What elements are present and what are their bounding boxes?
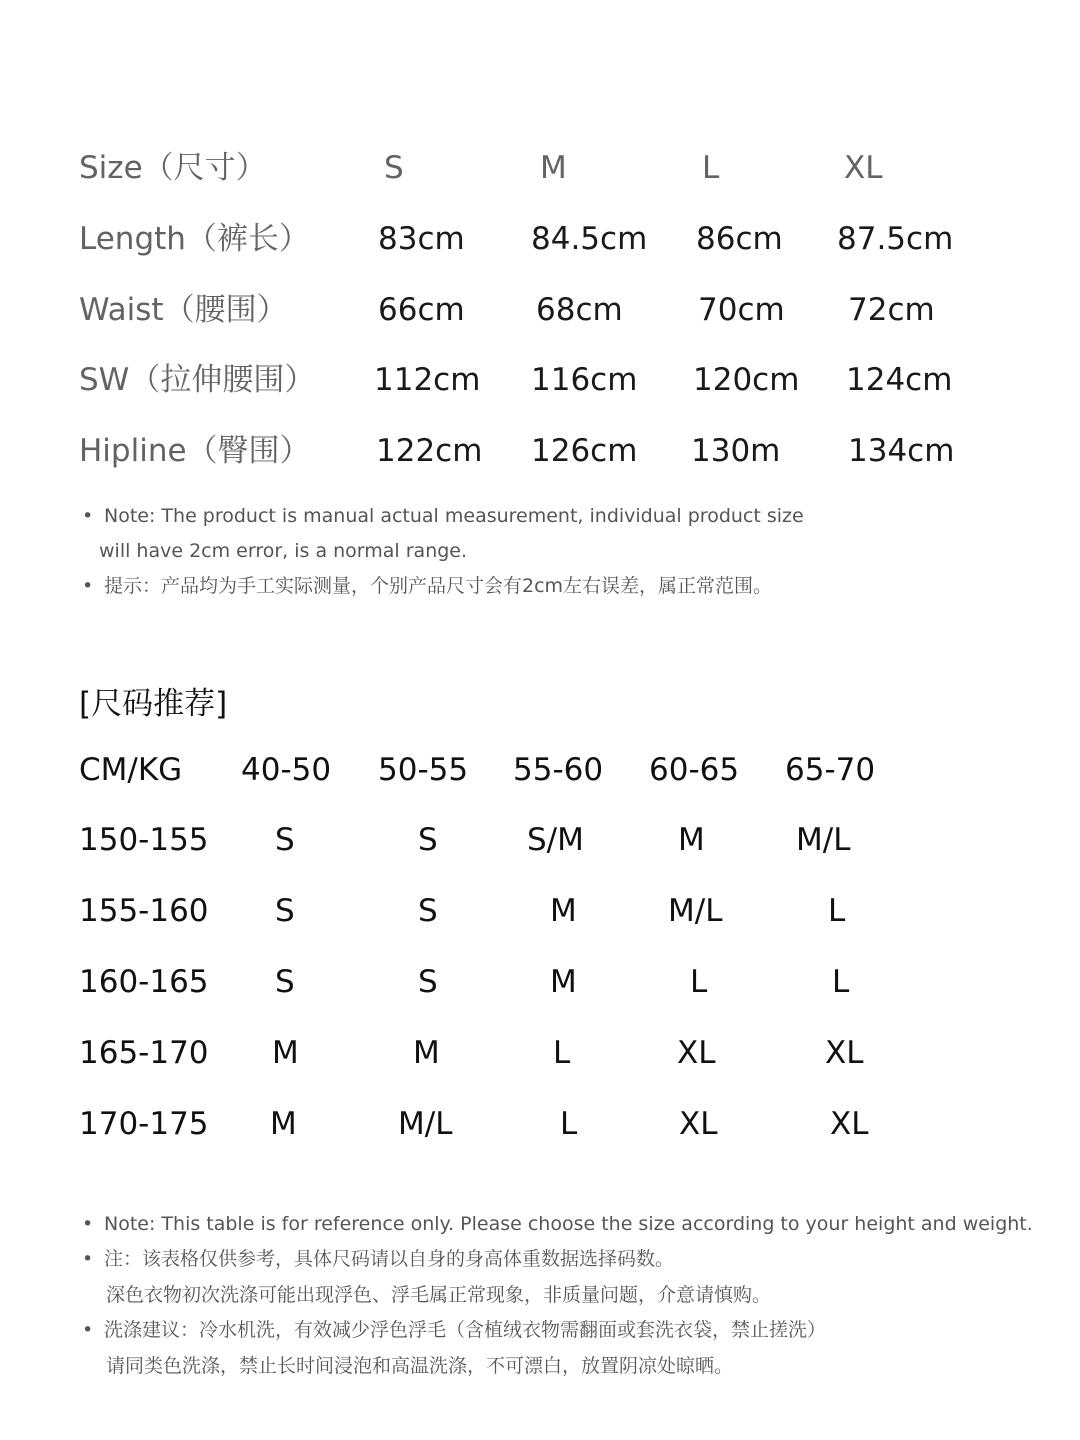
- table-cell: XL: [677, 1035, 716, 1071]
- table-cell: L: [553, 1035, 571, 1071]
- table-cell: M/L: [796, 822, 851, 858]
- size-col-s: S: [384, 150, 404, 186]
- row-waist-label: Waist（腰围）: [79, 292, 288, 328]
- table-cell: XL: [830, 1106, 869, 1142]
- weight-col: 65-70: [785, 752, 876, 788]
- table-cell: L: [560, 1106, 578, 1142]
- table-cell: 122cm: [376, 433, 483, 469]
- table-cell: M: [550, 893, 577, 929]
- table-cell: 86cm: [696, 221, 783, 257]
- table-cell: 120cm: [693, 362, 800, 398]
- recommend-header-label: CM/KG: [79, 752, 183, 788]
- table-cell: M: [272, 1035, 299, 1071]
- table-cell: M: [550, 964, 577, 1000]
- table-cell: M/L: [668, 893, 723, 929]
- table-cell: 84.5cm: [531, 221, 648, 257]
- bullet-icon: •: [82, 1248, 94, 1270]
- table-cell: L: [832, 964, 850, 1000]
- size-col-l: L: [702, 150, 720, 186]
- note-line: 深色衣物初次洗涤可能出现浮色、浮毛属正常现象，非质量问题，介意请慎购。: [106, 1284, 772, 1306]
- row-sw-label: SW（拉伸腰围）: [79, 362, 316, 398]
- table-cell: 83cm: [378, 221, 465, 257]
- bullet-icon: •: [82, 1213, 94, 1235]
- recommend-title: [尺码推荐]: [79, 686, 228, 722]
- note-line: 提示：产品均为手工实际测量，个别产品尺寸会有2cm左右误差，属正常范围。: [104, 575, 773, 597]
- note-line: 注：该表格仅供参考，具体尺码请以自身的身高体重数据选择码数。: [104, 1248, 675, 1270]
- table-cell: 126cm: [531, 433, 638, 469]
- size-header-label: Size（尺寸）: [79, 150, 267, 186]
- note-line: Note: This table is for reference only. Please choose the size according to your height and weight.: [104, 1213, 1033, 1235]
- table-cell: 68cm: [536, 292, 623, 328]
- table-cell: 66cm: [378, 292, 465, 328]
- table-cell: M/L: [398, 1106, 453, 1142]
- note-line: 洗涤建议：冷水机洗，有效减少浮色浮毛（含植绒衣物需翻面或套洗衣袋，禁止搓洗）: [104, 1319, 827, 1341]
- table-cell: 87.5cm: [837, 221, 954, 257]
- table-cell: M: [678, 822, 705, 858]
- table-cell: M: [413, 1035, 440, 1071]
- weight-col: 50-55: [378, 752, 469, 788]
- table-cell: L: [690, 964, 708, 1000]
- height-row-label: 170-175: [79, 1106, 209, 1142]
- note-line: Note: The product is manual actual measurement, individual product size: [104, 505, 804, 527]
- height-row-label: 155-160: [79, 893, 209, 929]
- table-cell: 72cm: [848, 292, 935, 328]
- table-cell: S: [418, 893, 438, 929]
- table-cell: S: [418, 964, 438, 1000]
- table-cell: M: [270, 1106, 297, 1142]
- weight-col: 40-50: [241, 752, 332, 788]
- table-cell: 70cm: [698, 292, 785, 328]
- table-cell: 124cm: [846, 362, 953, 398]
- size-col-m: M: [540, 150, 567, 186]
- table-cell: S/M: [527, 822, 584, 858]
- note-line: will have 2cm error, is a normal range.: [99, 540, 468, 562]
- bullet-icon: •: [82, 575, 94, 597]
- table-cell: S: [275, 822, 295, 858]
- table-cell: L: [828, 893, 846, 929]
- row-length-label: Length（裤长）: [79, 221, 310, 257]
- table-cell: S: [275, 893, 295, 929]
- table-cell: 130m: [691, 433, 781, 469]
- table-cell: S: [418, 822, 438, 858]
- height-row-label: 165-170: [79, 1035, 209, 1071]
- height-row-label: 160-165: [79, 964, 209, 1000]
- row-hipline-label: Hipline（臀围）: [79, 433, 311, 469]
- height-row-label: 150-155: [79, 822, 209, 858]
- weight-col: 55-60: [513, 752, 604, 788]
- table-cell: 134cm: [848, 433, 955, 469]
- note-line: 请同类色洗涤，禁止长时间浸泡和高温洗涤，不可漂白，放置阴凉处晾晒。: [106, 1355, 734, 1377]
- table-cell: XL: [825, 1035, 864, 1071]
- table-cell: S: [275, 964, 295, 1000]
- bullet-icon: •: [82, 505, 94, 527]
- table-cell: 116cm: [531, 362, 638, 398]
- size-col-xl: XL: [844, 150, 883, 186]
- bullet-icon: •: [82, 1319, 94, 1341]
- table-cell: 112cm: [374, 362, 481, 398]
- table-cell: XL: [679, 1106, 718, 1142]
- weight-col: 60-65: [649, 752, 740, 788]
